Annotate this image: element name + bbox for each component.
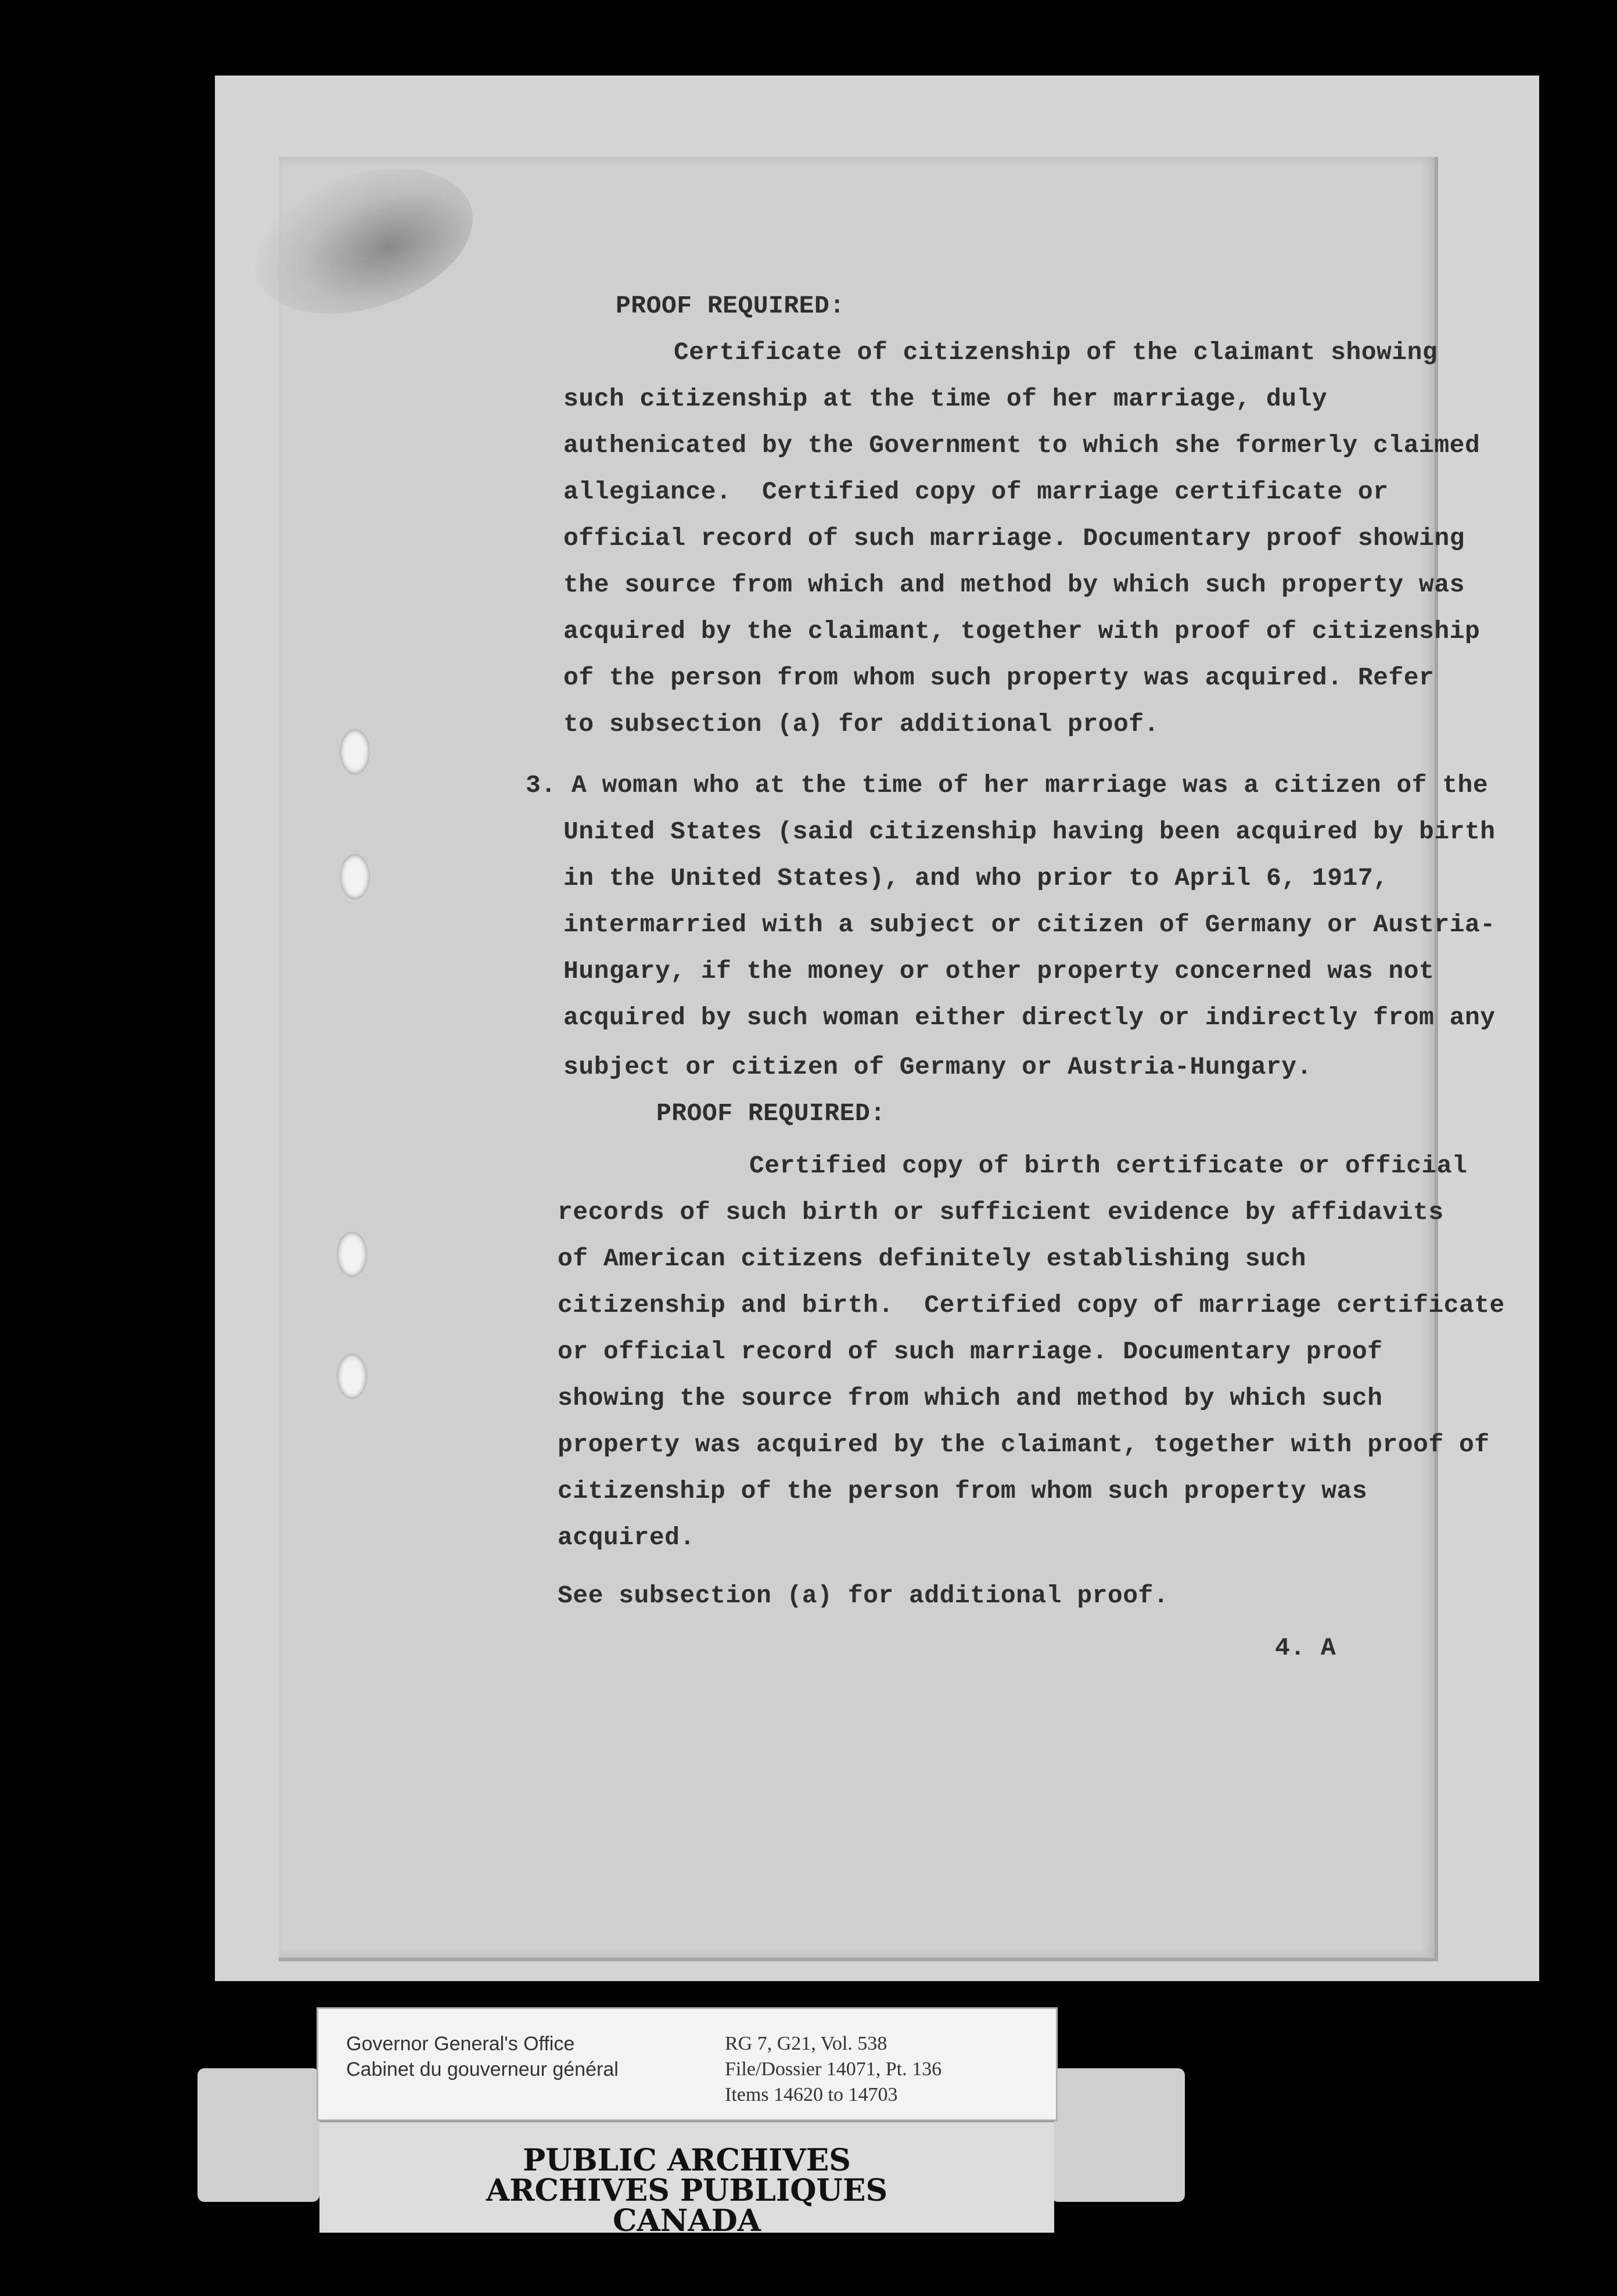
archive-stamp [319,2121,1054,2238]
file-number: File/Dossier 14071, Pt. 136 [725,2058,942,2080]
text-line: intermarried with a subject or citizen of Germany or Austria- [563,910,1496,939]
office-english: Governor General's Office [346,2033,575,2055]
card-holder-tab [197,2068,319,2202]
text-line: 3. A woman who at the time of her marriage was a citizen of the [526,771,1489,799]
text-line: of American citizens definitely establishing such [558,1244,1306,1273]
text-line: acquired by the claimant, together with proof of citizenship [563,617,1481,645]
office-block [346,2031,619,2082]
text-line: in the United States), and who prior to April 6, 1917, [563,864,1389,892]
text-line: of the person from whom such property was acquired. Refer [563,663,1435,692]
text-line: Certified copy of birth certificate or official [749,1151,1468,1180]
text-line: property was acquired by the claimant, together with proof of [558,1430,1490,1459]
text-line: official record of such marriage. Documentary proof showing [563,524,1465,553]
text-line: Hungary, if the money or other property concerned was not [563,957,1435,985]
text-line: to subsection (a) for additional proof. [563,710,1159,738]
archive-country: CANADA [612,2203,761,2238]
record-group: RG 7, G21, Vol. 538 [725,2033,887,2054]
text-line: citizenship and birth. Certified copy of marriage certificate [558,1291,1505,1319]
heading-proof-required: PROOF REQUIRED: [616,292,845,320]
archive-name-en: PUBLIC ARCHIVES [523,2143,851,2178]
card-holder-tab [1051,2068,1185,2202]
reference-block [725,2031,942,2108]
text-line: United States (said citizenship having been acquired by birth [563,817,1496,846]
office-french: Cabinet du gouverneur général [346,2058,619,2080]
text-line: records of such birth or sufficient evidence by affidavits [558,1198,1444,1226]
reference-label [317,2007,1058,2121]
text-line: acquired. [558,1523,695,1552]
text-line: the source from which and method by which such property was [563,571,1465,599]
heading-proof-required: PROOF REQUIRED: [656,1099,886,1128]
text-line: such citizenship at the time of her marriage, duly [563,385,1328,413]
item-range: Items 14620 to 14703 [725,2084,898,2105]
text-line: showing the source from which and method by which such [558,1384,1383,1412]
text-line: citizenship of the person from whom such property was [558,1477,1368,1505]
text-line: subject or citizen of Germany or Austria-Hungary. [563,1053,1312,1081]
archive-name-fr: ARCHIVES PUBLIQUES [486,2173,888,2208]
text-line: allegiance. Certified copy of marriage certificate or [563,478,1389,506]
text-line: See subsection (a) for additional proof. [558,1581,1169,1610]
text-line: authenicated by the Government to which she formerly claimed [563,431,1481,460]
text-line: acquired by such woman either directly or indirectly from any [563,1003,1496,1032]
page-continuation: 4. A [1275,1634,1336,1662]
text-line: Certificate of citizenship of the claimant showing [674,338,1438,367]
text-line: or official record of such marriage. Documentary proof [558,1337,1383,1366]
